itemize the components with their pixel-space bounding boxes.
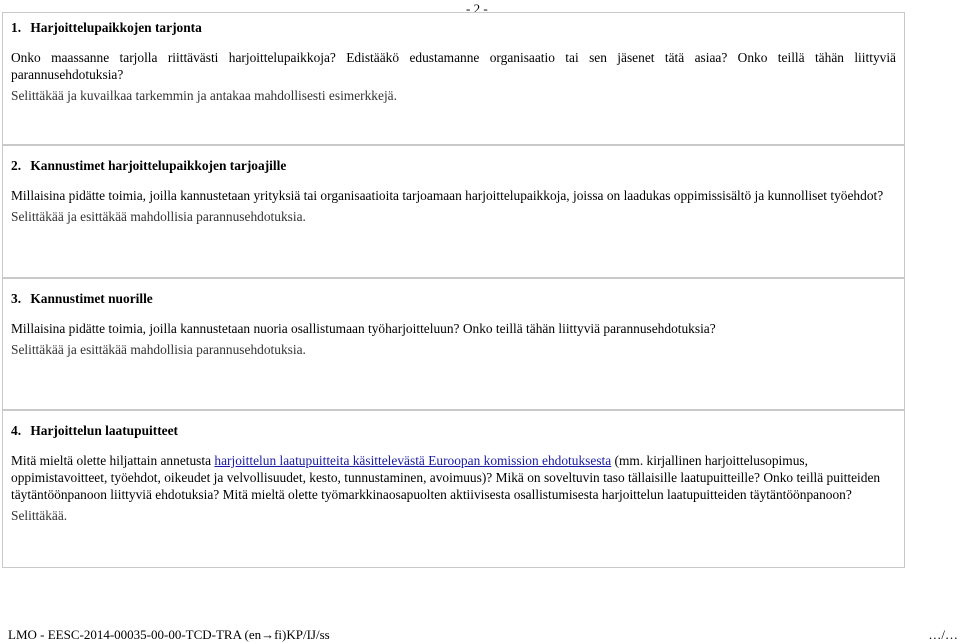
section-3-question: Millaisina pidätte toimia, joilla kannustetaan nuoria osallistumaan työharjoitteluun? Onko teillä tähän liittyviä parannusehdotuksia? — [11, 321, 716, 336]
section-1-box — [2, 12, 905, 145]
section-1-question: Onko maassanne tarjolla riittävästi harjoittelupaikkoja? Edistääkö edustamanne organisaatio tai sen jäsenet tätä asiaa? Onko teillä tähän liittyviä parannusehdotuksia? — [11, 50, 896, 82]
section-3-heading: 3. Kannustimet nuorille — [11, 291, 153, 306]
section-2-box — [2, 145, 905, 278]
section-2-heading: 2. Kannustimet harjoittelupaikkojen tarjoajille — [11, 158, 287, 173]
section-4-box — [2, 410, 905, 568]
section-4-prompt: Selittäkää. — [11, 508, 68, 523]
section-1-prompt: Selittäkää ja kuvailkaa tarkemmin ja antakaa mahdollisesti esimerkkejä. — [11, 88, 397, 103]
section-1-heading: 1. Harjoittelupaikkojen tarjonta — [11, 20, 202, 35]
document-reference: LMO - EESC-2014-00035-00-00-TCD-TRA (en→fi)KP/IJ/ss — [8, 627, 330, 642]
page-number: - 2 - — [466, 1, 488, 16]
section-4-heading: 4. Harjoittelun laatupuitteet — [11, 423, 179, 438]
section-2-prompt: Selittäkää ja esittäkää mahdollisia parannusehdotuksia. — [11, 209, 306, 224]
section-2-question: Millaisina pidätte toimia, joilla kannustetaan yrityksiä tai organisaatioita tarjoamaan harjoittelupaikkoja, joissa on laadukas oppimissisältö ja kunnolliset työehdot? — [11, 188, 884, 203]
commission-proposal-link[interactable]: harjoittelun laatupuitteita käsittelevästä Euroopan komission ehdotuksesta — [214, 453, 612, 468]
section-3-box — [2, 278, 905, 410]
page-continuation: …/… — [928, 627, 958, 642]
section-3-prompt: Selittäkää ja esittäkää mahdollisia parannusehdotuksia. — [11, 342, 306, 357]
section-4-question: Mitä mieltä olette hiljattain annetusta harjoittelun laatupuitteita käsittelevästä Euroopan komission ehdotuksesta (mm. kirjallinen harjoittelusopimus, oppimistavoitteet, työehdot, oikeudet ja velvollisuudet, kesto, tunnustaminen, avoimuus)? Mikä on soveltuvin taso tällaisille laatupuitteille? Onko teillä puitteiden täytäntöönpanoon liittyviä ehdotuksia? Mitä mieltä olette työmarkkinaosapuolten aktiivisesta osallistumisesta harjoittelun laatupuitteiden täytäntöönpanoon? — [11, 453, 881, 502]
